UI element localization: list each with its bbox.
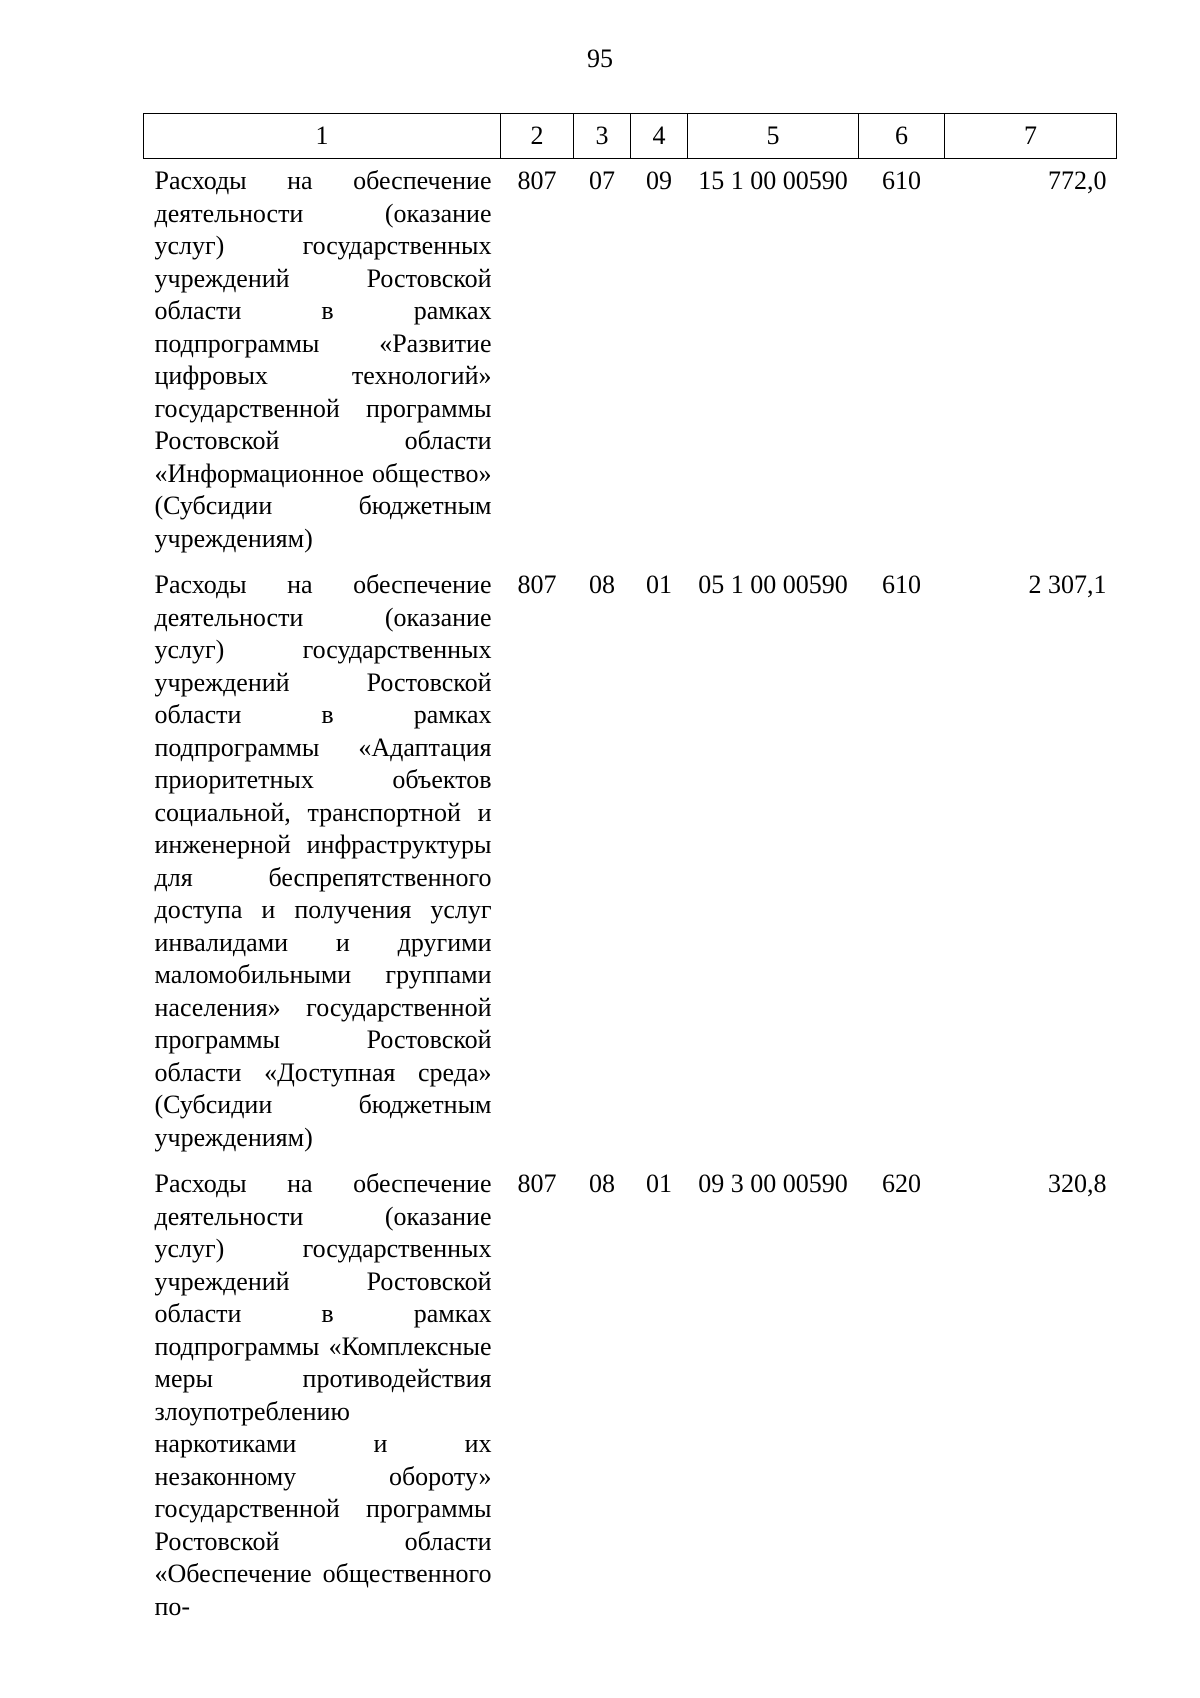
subsection-code: 01 — [646, 570, 672, 599]
column-header-6: 6 — [859, 114, 945, 159]
expense-description: Расходы на обеспечение деятельности (оказание услуг) государственных учреждений Ростовской области в рамках подпрограммы «Развитие цифровых технологий» государственной программы Ростовской области «Информационное общество» (Субсидии бюджетным учреждениям) — [154, 166, 492, 553]
budget-table — [143, 113, 1117, 1631]
page-number: 95 — [587, 44, 613, 73]
header-row — [144, 114, 1117, 159]
section-code: 08 — [589, 1169, 615, 1198]
expense-description: Расходы на обеспечение деятельности (оказание услуг) государственных учреждений Ростовской области в рамках подпрограммы «Комплексные меры противодействия злоупотреблению наркотиками и их незаконному обороту» государственной программы Ростовской области «Обеспечение общественного по- — [154, 1169, 492, 1621]
subsection-code: 01 — [646, 1169, 672, 1198]
amount-value: 772,0 — [1048, 166, 1107, 195]
column-header-5: 5 — [688, 114, 859, 159]
subsection-code: 09 — [646, 166, 672, 195]
column-header-1: 1 — [144, 114, 501, 159]
expense-type-code: 610 — [882, 570, 921, 599]
table-body — [144, 159, 1117, 1632]
column-header-3: 3 — [574, 114, 631, 159]
table-row — [144, 1162, 1117, 1631]
column-header-4: 4 — [631, 114, 688, 159]
expense-type-code: 620 — [882, 1169, 921, 1198]
target-article-code: 05 1 00 00590 — [698, 570, 848, 599]
ministry-code: 807 — [517, 1169, 557, 1198]
column-header-7: 7 — [945, 114, 1117, 159]
column-header-2: 2 — [501, 114, 574, 159]
table-header — [144, 114, 1117, 159]
amount-value: 320,8 — [1048, 1169, 1107, 1198]
target-article-code: 09 3 00 00590 — [698, 1169, 848, 1198]
table-row — [144, 159, 1117, 564]
ministry-code: 807 — [517, 570, 557, 599]
expense-type-code: 610 — [882, 166, 921, 195]
target-article-code: 15 1 00 00590 — [698, 166, 848, 195]
section-code: 08 — [589, 570, 615, 599]
section-code: 07 — [589, 166, 615, 195]
amount-value: 2 307,1 — [1028, 570, 1107, 599]
expense-description: Расходы на обеспечение деятельности (оказание услуг) государственных учреждений Ростовской области в рамках подпрограммы «Адаптация приоритетных объектов социальной, транспортной и инженерной инфраструктуры для беспрепятственного доступа и получения услуг инвалидами и другими маломобильными группами населения» государственной программы Ростовской области «Доступная среда» (Субсидии бюджетным учреждениям) — [154, 570, 492, 1152]
ministry-code: 807 — [517, 166, 557, 195]
table-row — [144, 563, 1117, 1162]
